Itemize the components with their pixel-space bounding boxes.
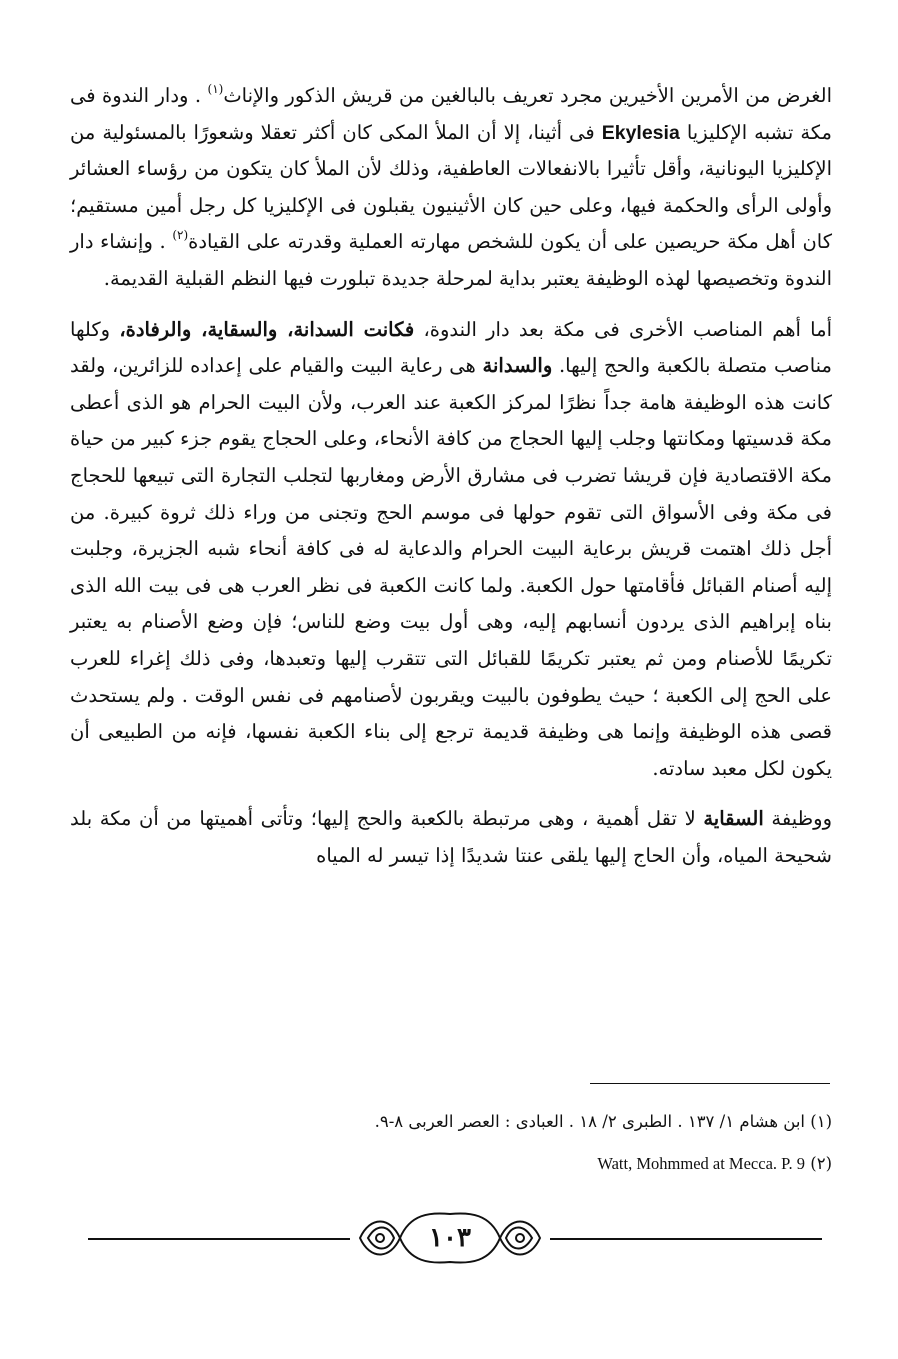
- text-run: هى رعاية البيت والقيام على إعداده للزائرين، ولقد كانت هذه الوظيفة هامة جداً نظرًا لمركز الكعبة عند العرب، ولأن البيت الحرام هو الذى أعطى مكة قدسيتها ومكانتها وجلب إليها الحجاج من كافة الأنحاء، وعلى الحجاج يقوم جزء كبير من حياة مكة الاقتصادية فإن قريشا تضرب فى مشارق الأرض ومغاربها لتجلب التجارة التى تبيعها للحجاج فى مكة وفى الأسواق التى تقوم حولها فى موسم الحج وتجنى من وراء ذلك ثروة كبيرة. من أجل ذلك اهتمت قريش برعاية البيت الحرام والدعاية له فى كافة أنحاء شبه الجزيرة، وجلبت إليه أصنام القبائل فأقامتها حول الكعبة. ولما كانت الكعبة فى نظر العرب هى فى بيت الله الذى بناه إبراهيم الذى يردون أنسابهم إليه، وهى أول بيت وضع للناس؛ فإن وضع الأصنام به يعتبر تكريمًا للأصنام ومن ثم يعتبر تكريمًا للقبائل التى تتقرب إليها وتعبدها، وفى ذلك إغراء للعرب على الحج إلى الكعبة ؛ حيث يطوفون بالبيت ويقربون لأصنامهم فى نفس الوقت . ولم يستحدث قصى هذه الوظيفة وإنما هى وظيفة قديمة ترجع إلى بناء الكعبة نفسها، فإنه من الطبيعى أن يكون لكل معبد سادته.: [70, 354, 832, 780]
- paragraph: [70, 312, 832, 788]
- paragraph: [70, 801, 832, 874]
- text-run: وكلها مناصب متصلة بالكعبة والحج إليها.: [70, 317, 832, 378]
- footnote-2-citation: Watt, Mohmmed at Mecca. P. 9: [597, 1154, 805, 1173]
- text-run: فى أثينا، إلا أن الملأ المكى كان أكثر تعقلا وشعورًا بالمسئولية من الإكليزيا اليونانية، وأقل تأثيرا بالانفعالات العاطفية، وذلك لأن الملأ كان يتكون من رؤساء العشائر وأولى الرأى والحكمة فيها، وعلى حين كان الأثينيون يقبلون فى الإكليزيا كل رجل أمين مستقيم؛ كان أهل مكة حريصين على أن يكون للشخص مهارته العملية وقدرته على القيادة: [70, 120, 832, 254]
- footnote-1: (١) ابن هشام ١/ ١٣٧ . الطبرى ٢/ ١٨ . العبادى : العصر العربى ٨-٩.: [374, 1112, 832, 1131]
- text-run: . ودار الندوة فى مكة تشبه الإكليزيا: [70, 84, 832, 144]
- text-run: لا تقل أهمية ، وهى مرتبطة بالكعبة والحج إليها؛ وتأتى أهميتها من أن مكة بلد شحيحة المياه، وأن الحاج إليها يلقى عنتا شديدًا إذا تيسر له المياه: [70, 807, 832, 867]
- text-run: الغرض من الأمرين الأخيرين مجرد تعريف بالبالغين من قريش الذكور والإناث: [223, 84, 833, 107]
- main-text: [70, 78, 832, 874]
- page-body: [70, 78, 832, 874]
- page-number: ١٠٣: [429, 1223, 471, 1253]
- bold-term: فكانت السدانة، والسقاية، والرفادة،: [119, 317, 415, 341]
- bold-term: والسدانة: [482, 354, 553, 378]
- footer-rule-right: [550, 1238, 822, 1240]
- footnote-separator: [590, 1083, 830, 1084]
- footer-rule-left: [88, 1238, 350, 1240]
- text-run: . وإنشاء دار الندوة وتخصيصها لهذه الوظيفة يعتبر بداية لمرحلة جديدة تبلورت فيها النظم القبلية القديمة.: [70, 230, 832, 290]
- text-run: ووظيفة: [763, 807, 832, 831]
- footnote-2-number: (٢): [810, 1154, 832, 1173]
- latin-term: Ekylesia: [601, 121, 680, 144]
- text-run: أما أهم المناصب الأخرى فى مكة بعد دار الندوة،: [414, 317, 832, 341]
- footnote-ref: (١): [207, 82, 224, 96]
- footnote-2: [597, 1152, 832, 1176]
- footnote-ref: (٢): [172, 228, 189, 243]
- paragraph: [70, 78, 832, 298]
- bold-term: السقاية: [703, 807, 764, 831]
